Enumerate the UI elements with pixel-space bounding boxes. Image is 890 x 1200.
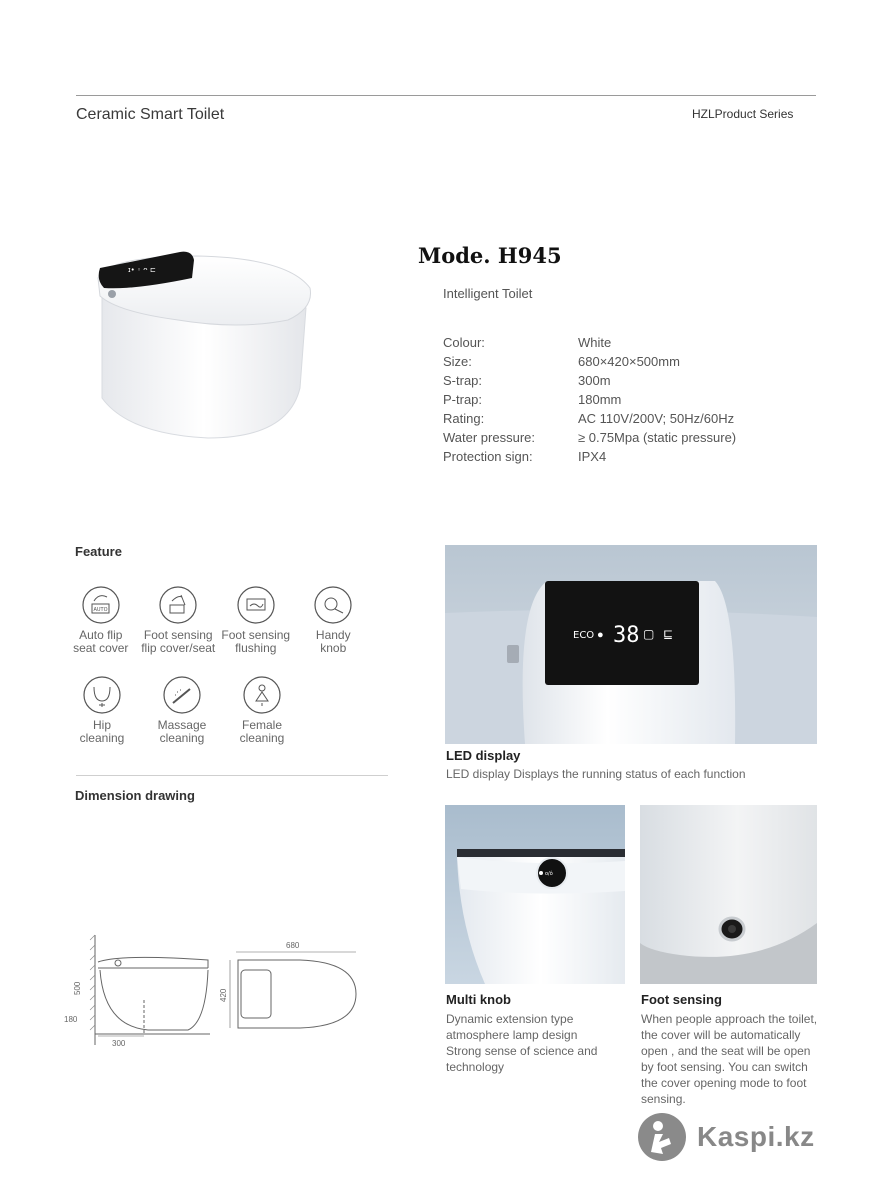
svg-text:ɪ• ◦ ᴖ ⊏: ɪ• ◦ ᴖ ⊏ xyxy=(128,266,156,274)
spec-value: AC 110V/200V; 50Hz/60Hz xyxy=(578,411,735,426)
watermark-text: Kaspi.kz xyxy=(697,1121,815,1152)
foot-sensing-flush-icon xyxy=(236,585,276,625)
feature-foot-sensing-flip xyxy=(140,585,218,655)
multi-knob-text xyxy=(446,1011,597,1075)
led-temperature: 38 xyxy=(613,623,640,648)
knob-icon xyxy=(313,585,353,625)
foot-sensing-text xyxy=(641,1011,817,1107)
text-line: open , and the seat will be open xyxy=(641,1044,811,1058)
female-cleaning-icon xyxy=(242,675,282,715)
feature-label: Handy xyxy=(315,628,351,642)
spec-value: ≥ 0.75Mpa (static pressure) xyxy=(578,430,737,445)
feature-label: flushing xyxy=(235,641,277,655)
feature-label: flip cover/seat xyxy=(141,641,216,655)
text-line: Dynamic extension type xyxy=(446,1012,574,1026)
feature-label: Massage xyxy=(157,718,207,732)
feature-grid xyxy=(62,585,372,745)
spec-row-size xyxy=(443,352,736,371)
spec-row-water-pressure xyxy=(443,428,736,447)
feature-massage-cleaning xyxy=(142,675,222,745)
feature-label: Foot sensing xyxy=(143,628,213,642)
spec-label: Water pressure: xyxy=(443,430,535,445)
feature-label: cleaning xyxy=(239,731,285,745)
ptrap-dim-label: 180 xyxy=(64,1015,78,1024)
section-divider xyxy=(76,775,388,776)
led-display-text: LED display Displays the running status of each function xyxy=(446,767,746,781)
spec-value: 180mm xyxy=(578,392,622,407)
text-line: Strong sense of science and xyxy=(446,1044,598,1058)
text-line: the cover will be automatically xyxy=(641,1028,801,1042)
feature-auto-flip xyxy=(62,585,140,655)
massage-cleaning-icon xyxy=(162,675,202,715)
spec-row-protection xyxy=(443,447,736,466)
text-line: technology xyxy=(446,1060,505,1074)
spec-label: Size: xyxy=(443,354,472,369)
text-line: the cover opening mode to foot xyxy=(641,1076,807,1090)
feature-label: cleaning xyxy=(79,731,125,745)
spec-label: S-trap: xyxy=(443,373,483,388)
text-line: sensing. xyxy=(641,1092,686,1106)
model-title: Mode. H945 xyxy=(418,243,562,268)
auto-flip-icon xyxy=(81,585,121,625)
feature-hip-cleaning xyxy=(62,675,142,745)
feature-label: cleaning xyxy=(159,731,205,745)
series-label: HZLProduct Series xyxy=(692,107,794,121)
spec-label: P-trap: xyxy=(443,392,483,407)
water-drop-icon: ● xyxy=(597,629,604,641)
feature-label: Hip xyxy=(92,718,111,732)
svg-text:o/ô: o/ô xyxy=(545,871,553,877)
kaspi-logo-icon xyxy=(637,1112,687,1162)
foot-sensing-flip-icon xyxy=(158,585,198,625)
kaspi-watermark xyxy=(637,1112,815,1162)
feature-female-cleaning xyxy=(222,675,302,745)
feature-handy-knob xyxy=(295,585,373,655)
foot-sensing-title: Foot sensing xyxy=(641,992,722,1007)
length-dim-label: 680 xyxy=(286,941,300,950)
multi-knob-photo xyxy=(445,805,625,984)
multi-knob-title: Multi knob xyxy=(446,992,511,1007)
spec-row-colour xyxy=(443,333,736,352)
spec-row-rating xyxy=(443,409,736,428)
feature-label: Foot sensing xyxy=(221,628,291,642)
feature-label: Female xyxy=(241,718,282,732)
spec-label: Rating: xyxy=(443,411,485,426)
strap-dim-label: 300 xyxy=(112,1039,126,1048)
svg-text:AUTO: AUTO xyxy=(93,607,108,613)
text-line: atmosphere lamp design xyxy=(446,1028,578,1042)
led-display-photo xyxy=(445,545,817,744)
hip-cleaning-icon xyxy=(82,675,122,715)
spec-value: White xyxy=(578,335,612,350)
spec-row-strap xyxy=(443,371,736,390)
toilet-product-image xyxy=(88,238,324,448)
text-line: by foot sensing. You can switch xyxy=(641,1060,808,1074)
spec-row-ptrap xyxy=(443,390,736,409)
feature-label: seat cover xyxy=(73,641,129,655)
text-line: When people approach the toilet, xyxy=(641,1012,818,1026)
feature-heading: Feature xyxy=(75,544,122,559)
spec-label: Colour: xyxy=(443,335,485,350)
feature-label: knob xyxy=(320,641,347,655)
spec-value: IPX4 xyxy=(578,449,607,464)
feature-foot-sensing-flush xyxy=(217,585,295,655)
toilet-icon: ⊑ xyxy=(663,627,674,641)
width-dim-label: 420 xyxy=(219,988,228,1002)
header-rule xyxy=(76,95,816,96)
feature-label: Auto flip xyxy=(79,628,123,642)
dimension-heading: Dimension drawing xyxy=(75,788,195,803)
spec-table xyxy=(443,333,736,466)
led-display-title: LED display xyxy=(446,748,521,763)
product-type: Intelligent Toilet xyxy=(443,286,533,301)
spec-value: 680×420×500mm xyxy=(578,354,680,369)
spec-value: 300m xyxy=(578,373,611,388)
spec-label: Protection sign: xyxy=(443,449,533,464)
dimension-drawing xyxy=(60,930,370,1050)
seat-icon: ▢ xyxy=(643,627,655,641)
height-dim-label: 500 xyxy=(73,981,82,995)
led-eco-label: ECO xyxy=(573,630,595,641)
foot-sensing-photo xyxy=(640,805,817,984)
document-title: Ceramic Smart Toilet xyxy=(76,106,225,123)
